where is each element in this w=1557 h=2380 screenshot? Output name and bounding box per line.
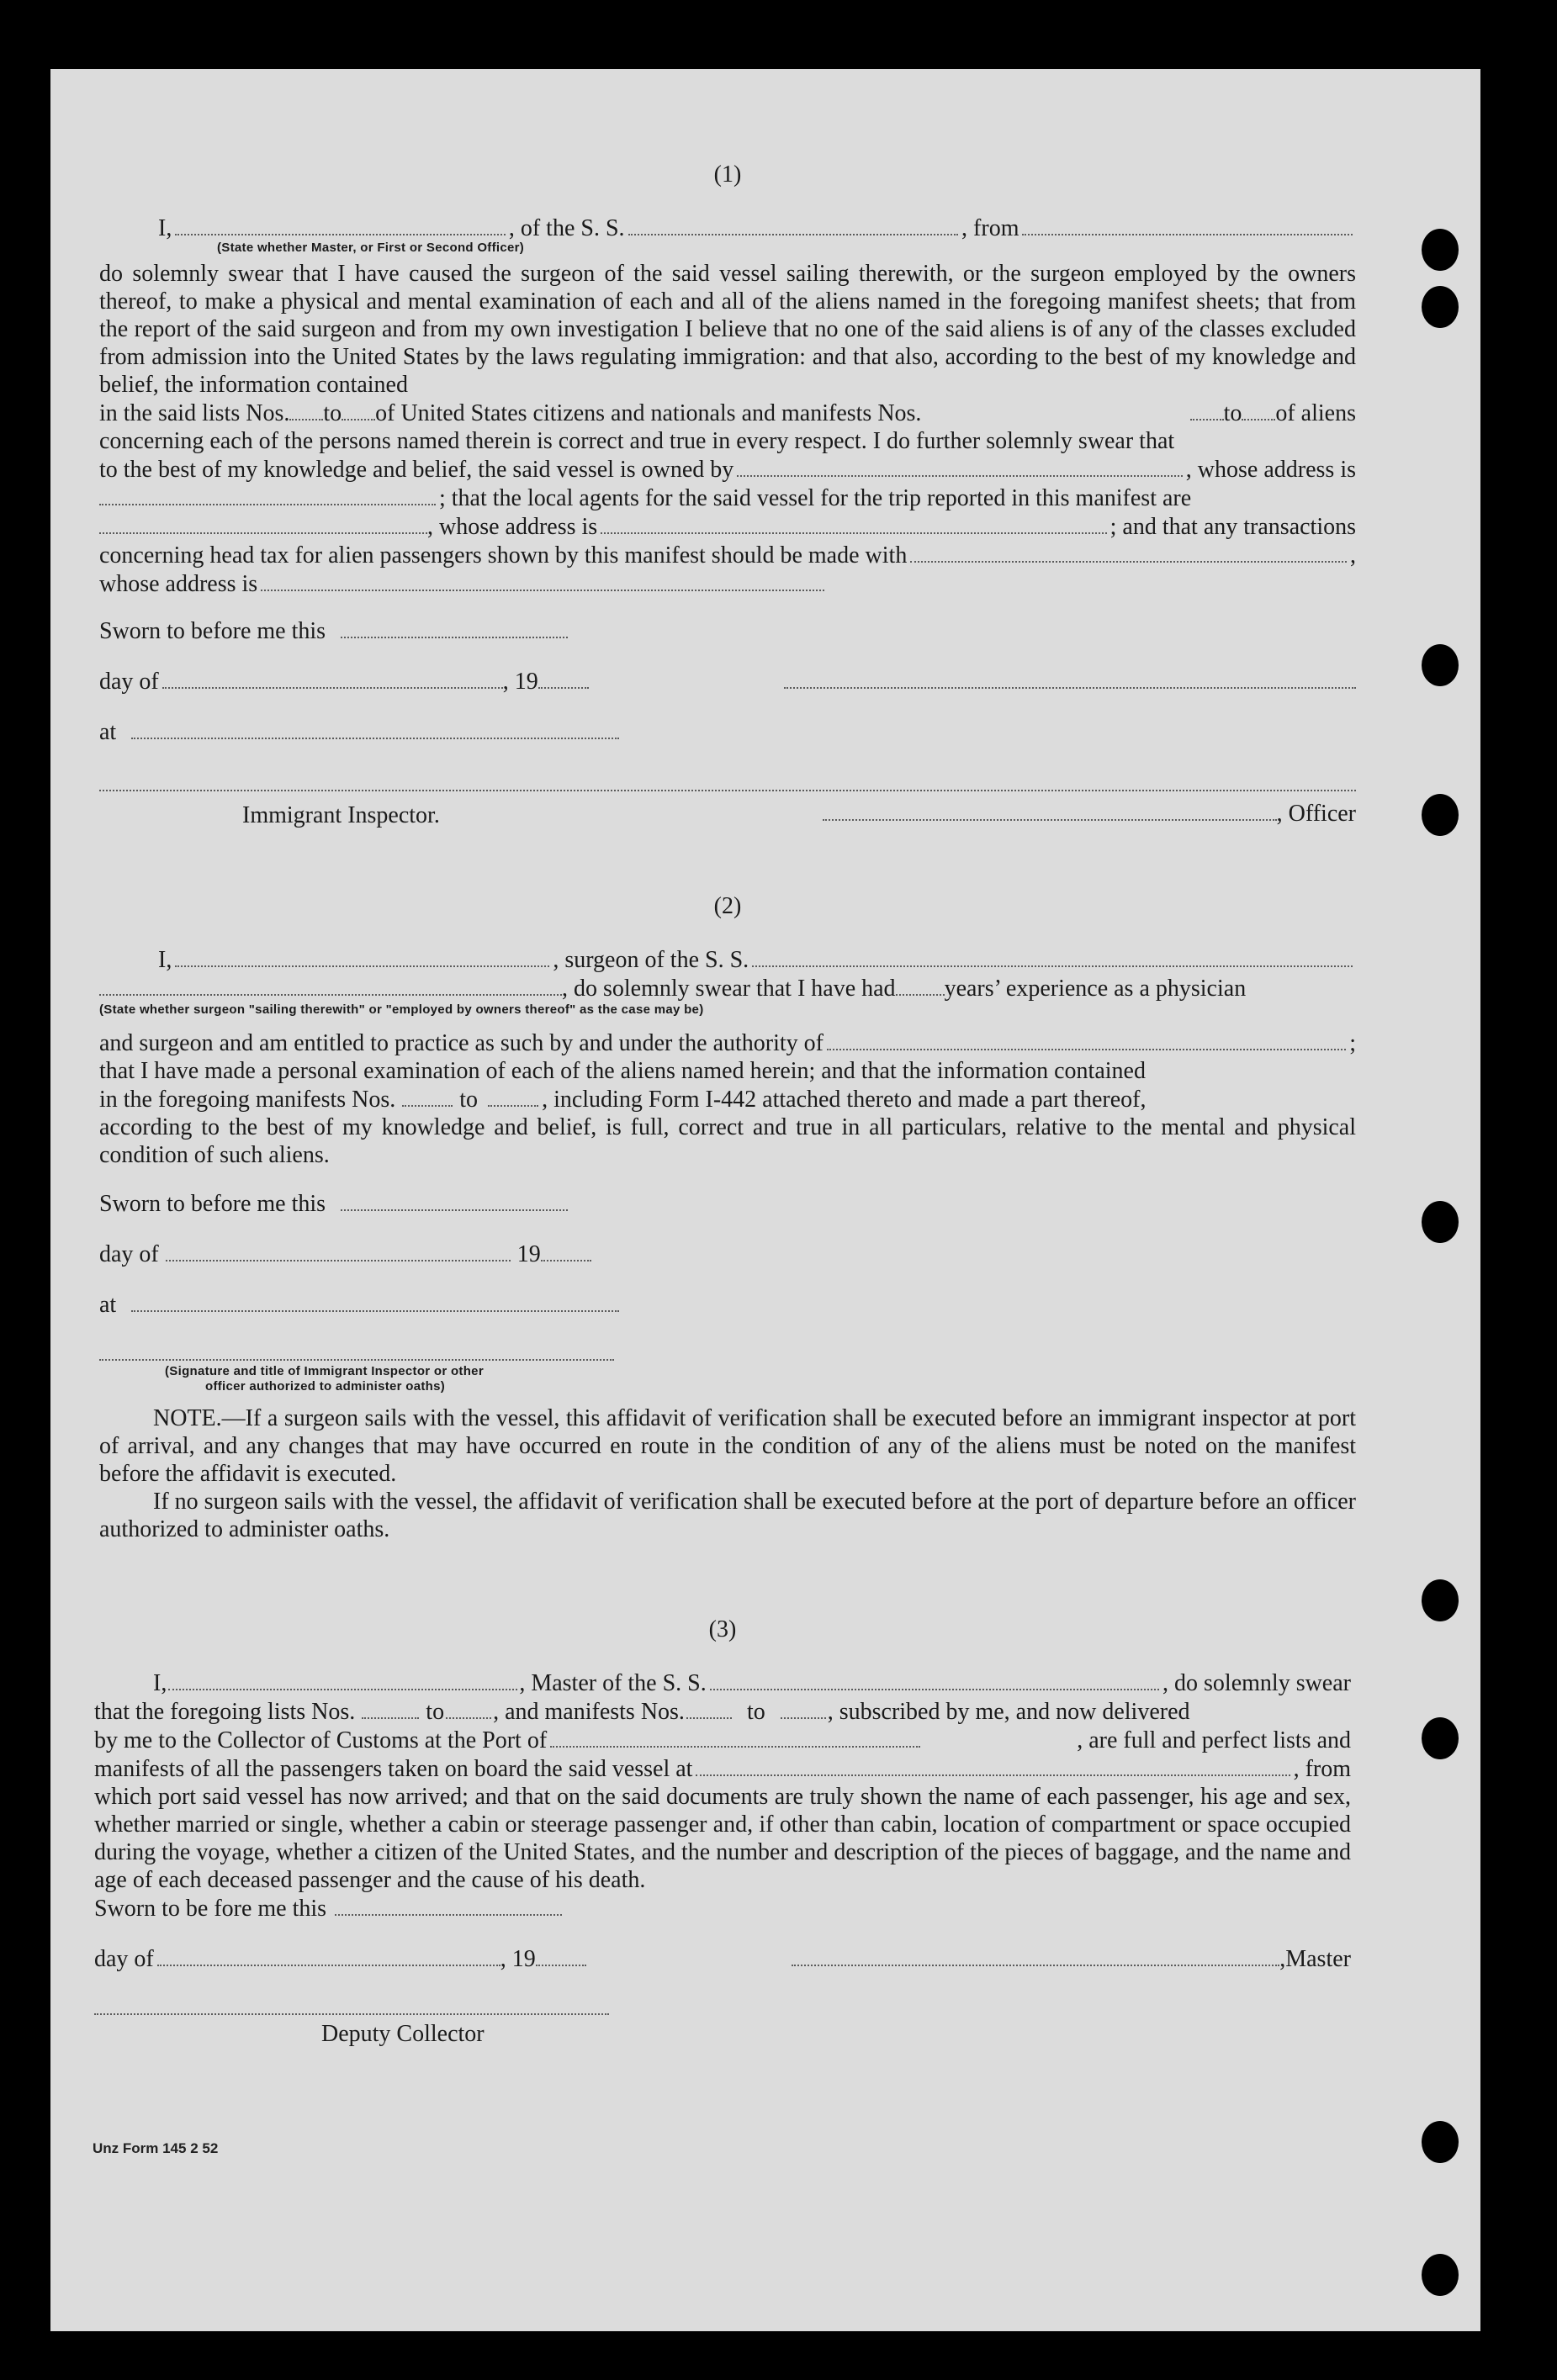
label: day of <box>94 1946 154 1972</box>
punch-hole <box>1422 794 1459 836</box>
label: , from <box>1293 1756 1351 1782</box>
officer-signature-field[interactable] <box>784 667 1356 689</box>
affidavit-section-1 <box>99 161 1356 829</box>
label: , surgeon of the S. S. <box>553 947 749 973</box>
master-label: ,Master <box>1279 1946 1351 1972</box>
label: , do solemnly swear that I have had <box>562 976 896 1002</box>
master-signature-field[interactable] <box>792 1944 1279 1966</box>
label: and surgeon and am entitled to practice as such by and under the authority of <box>99 1030 824 1056</box>
punch-hole <box>1422 2121 1459 2163</box>
vessel-name-field[interactable] <box>710 1669 1159 1690</box>
inspector-label: Immigrant Inspector. <box>242 802 440 828</box>
label: , whose address is <box>1185 457 1356 483</box>
label: , whose address is <box>427 514 598 540</box>
day-field[interactable] <box>157 1944 500 1966</box>
sworn-date-field[interactable] <box>341 1189 568 1211</box>
label: ; and that any transactions <box>1109 514 1356 540</box>
label: Sworn to be fore me this <box>94 1896 327 1922</box>
owner-address-field[interactable] <box>99 484 436 505</box>
oath-paragraph: do solemnly swear that I have caused the surgeon of the said vessel sailing therewith, or the surgeon employed by the owners thereof, to make a physical and mental examination of each and all of the aliens named in the foregoing manifest sheets; that from the report of the said surgeon and from my own investigation I believe that no one of the said aliens is of any of the classes excluded from admission into the United States by the laws regulating immigration: and that also, according to the best of my knowledge and belief, the information contained <box>99 261 1356 398</box>
at-place-field[interactable] <box>131 717 619 739</box>
label: to <box>426 1699 445 1725</box>
signature-labels <box>99 801 612 829</box>
agents-field[interactable] <box>99 512 427 534</box>
vessel-name-field[interactable] <box>628 214 959 235</box>
agents-address-field[interactable] <box>601 512 1106 534</box>
label: day of <box>99 1241 159 1267</box>
label: day of <box>99 669 159 695</box>
signature-note <box>165 1364 1356 1394</box>
oath-paragraph: which port said vessel has now arrived; and that on the said documents are truly shown the name of each passenger, his age and sex, whether married or single, whether a cabin or steerage passenger and, if other than cabin, location of compartment or space occupied during the voyage, whether a citizen of the United States, and the number and description of the pieces of baggage, and the name and age of each deceased passenger and the cause of his death. <box>94 1784 1351 1893</box>
manifest-from-field[interactable] <box>1190 399 1224 420</box>
manifest-to-field[interactable] <box>488 1085 538 1107</box>
label: years’ experience as a physician <box>944 976 1247 1002</box>
deputy-collector-label: Deputy Collector <box>321 2021 485 2047</box>
inspector-signature-line[interactable] <box>99 1357 614 1361</box>
boarding-port-field[interactable] <box>696 1754 1290 1776</box>
note-paragraph: NOTE.—If a surgeon sails with the vessel, this affidavit of verification shall be executed before an immigrant inspector at port of arrival, and any changes that may have occurred en route in the condition of any of the aliens must be noted on the manifest before the affidavit is executed. <box>99 1405 1356 1487</box>
taken-line <box>94 1754 1351 1783</box>
list-to-field[interactable] <box>342 399 375 420</box>
officer-sign-line <box>823 799 1356 828</box>
section-number: (3) <box>708 1616 737 1642</box>
master-name-field[interactable] <box>168 1669 517 1690</box>
list-to-field[interactable] <box>446 1697 491 1719</box>
manifest-from-field[interactable] <box>686 1697 732 1719</box>
manifests-line <box>99 1085 1356 1113</box>
officer-line <box>99 214 1356 242</box>
label: , and manifests Nos. <box>493 1699 685 1725</box>
manifest-to-field[interactable] <box>781 1697 826 1719</box>
headtax-address-line <box>99 569 1356 598</box>
officer-name-field[interactable] <box>175 214 506 235</box>
punch-hole <box>1422 2254 1459 2296</box>
master-line <box>94 1669 1351 1697</box>
label: to <box>323 400 342 426</box>
label: to <box>459 1087 479 1113</box>
sworn-line <box>94 1894 1351 1923</box>
label: that the foregoing lists Nos. <box>94 1699 356 1725</box>
vessel-name-field[interactable] <box>752 945 1353 967</box>
label: to <box>746 1699 765 1725</box>
surgeon-name-field[interactable] <box>175 945 549 967</box>
surgeon-note: (State whether surgeon "sailing therewith" or "employed by owners thereof" as the case may be) <box>99 1002 704 1017</box>
headtax-line <box>99 541 1356 569</box>
collector-signature-line[interactable] <box>94 2012 609 2015</box>
label: in the said lists Nos. <box>99 400 290 426</box>
punch-hole <box>1422 229 1459 271</box>
officer-note: (State whether Master, or First or Second Officer) <box>217 241 525 255</box>
punch-hole <box>1422 1717 1459 1759</box>
label: whose address is <box>99 571 258 597</box>
label: , of the S. S. <box>508 215 625 241</box>
port-field[interactable] <box>550 1726 920 1748</box>
label: to the best of my knowledge and belief, the said vessel is owned by <box>99 457 734 483</box>
authority-line <box>99 1029 1356 1057</box>
surgeon-type-field[interactable] <box>99 974 562 996</box>
surgeon-line <box>99 945 1356 974</box>
section-number: (1) <box>713 161 742 188</box>
affidavit-section-2 <box>99 893 1356 1543</box>
label: at <box>99 719 117 745</box>
label: ; <box>1349 1030 1356 1056</box>
label: , 19 <box>500 1946 536 1972</box>
punch-hole <box>1422 286 1459 328</box>
year-field[interactable] <box>536 1944 586 1966</box>
at-line <box>99 717 1356 746</box>
label: in the foregoing manifests Nos. <box>99 1087 396 1113</box>
section-number: (2) <box>713 893 742 919</box>
label: of United States citizens and nationals and manifests Nos. <box>375 400 922 426</box>
label: , subscribed by me, and now delivered <box>827 1699 1190 1725</box>
headtax-field[interactable] <box>910 541 1347 563</box>
label: by me to the Collector of Customs at the Port of <box>94 1727 548 1753</box>
affidavit-section-3 <box>94 1616 1351 2048</box>
manifest-from-field[interactable] <box>402 1085 453 1107</box>
oath-paragraph: concerning each of the persons named therein is correct and true in every respect. I do further solemnly swear that <box>99 428 1175 454</box>
label: I, <box>158 947 172 973</box>
signature-note-line: (Signature and title of Immigrant Inspector or other <box>165 1364 484 1378</box>
label: , from <box>961 215 1019 241</box>
departure-port-field[interactable] <box>1022 214 1353 235</box>
port-line <box>94 1726 1351 1754</box>
year-field[interactable] <box>541 1240 591 1261</box>
oath-paragraph: according to the best of my knowledge and belief, is full, correct and true in all particulars, relative to the mental and physical condition of such aliens. <box>99 1114 1356 1168</box>
manifest-to-field[interactable] <box>1242 399 1275 420</box>
at-line <box>99 1290 1356 1319</box>
sworn-date-field[interactable] <box>341 616 568 638</box>
day-field[interactable] <box>166 1240 511 1261</box>
label: manifests of all the passengers taken on board the said vessel at <box>94 1756 693 1782</box>
label: , Master of the S. S. <box>519 1670 707 1696</box>
label: concerning head tax for alien passengers shown by this manifest should be made with <box>99 542 908 569</box>
punch-hole <box>1422 1579 1459 1621</box>
officer-title-field[interactable] <box>823 799 1277 821</box>
form-number: Unz Form 145 2 52 <box>93 2140 219 2156</box>
label: ; that the local agents for the said vessel for the trip reported in this manifest are <box>439 485 1192 511</box>
list-from-field[interactable] <box>362 1697 419 1719</box>
list-from-field[interactable] <box>289 399 323 420</box>
day-line <box>94 1944 1351 1973</box>
sworn-date-field[interactable] <box>335 1894 562 1916</box>
lists-line <box>99 399 1356 427</box>
day-field[interactable] <box>162 667 503 689</box>
year-field[interactable] <box>538 667 589 689</box>
authority-field[interactable] <box>827 1029 1346 1050</box>
sworn-line <box>99 1189 1356 1218</box>
label: 19 <box>516 1241 541 1267</box>
day-line <box>99 1240 1356 1268</box>
label: , 19 <box>502 669 538 695</box>
label: at <box>99 1292 117 1318</box>
label: , including Form I-442 attached thereto and made a part thereof, <box>542 1087 1147 1113</box>
label: Sworn to before me this <box>99 618 326 644</box>
punch-hole <box>1422 1201 1459 1243</box>
agents-address-line <box>99 512 1356 541</box>
owner-field[interactable] <box>737 455 1183 477</box>
label: to <box>1223 400 1242 426</box>
owner-line <box>99 455 1356 484</box>
officer-label: , Officer <box>1276 801 1356 827</box>
sworn-line <box>99 616 1356 645</box>
inspector-signature-line[interactable] <box>99 788 1356 791</box>
label: , are full and perfect lists and <box>1077 1727 1351 1753</box>
oath-paragraph: that I have made a personal examination of each of the aliens named herein; and that the information contained <box>99 1058 1146 1084</box>
label: , <box>1350 542 1356 569</box>
label: of aliens <box>1275 400 1356 426</box>
signature-note-line: officer authorized to administer oaths) <box>205 1379 446 1394</box>
at-place-field[interactable] <box>131 1290 619 1312</box>
note-paragraph: If no surgeon sails with the vessel, the affidavit of verification shall be executed before at the port of departure before an officer authorized to administer oaths. <box>99 1489 1356 1542</box>
headtax-address-field[interactable] <box>261 569 824 591</box>
lists-line <box>94 1697 1351 1726</box>
label: I, <box>153 1670 167 1696</box>
agents-line <box>99 484 1356 512</box>
label: , do solemnly swear <box>1162 1670 1351 1696</box>
punch-hole <box>1422 644 1459 686</box>
years-field[interactable] <box>896 974 945 996</box>
experience-line <box>99 974 1356 1002</box>
label: I, <box>158 215 172 241</box>
label: Sworn to before me this <box>99 1191 326 1217</box>
day-line <box>99 667 1356 695</box>
